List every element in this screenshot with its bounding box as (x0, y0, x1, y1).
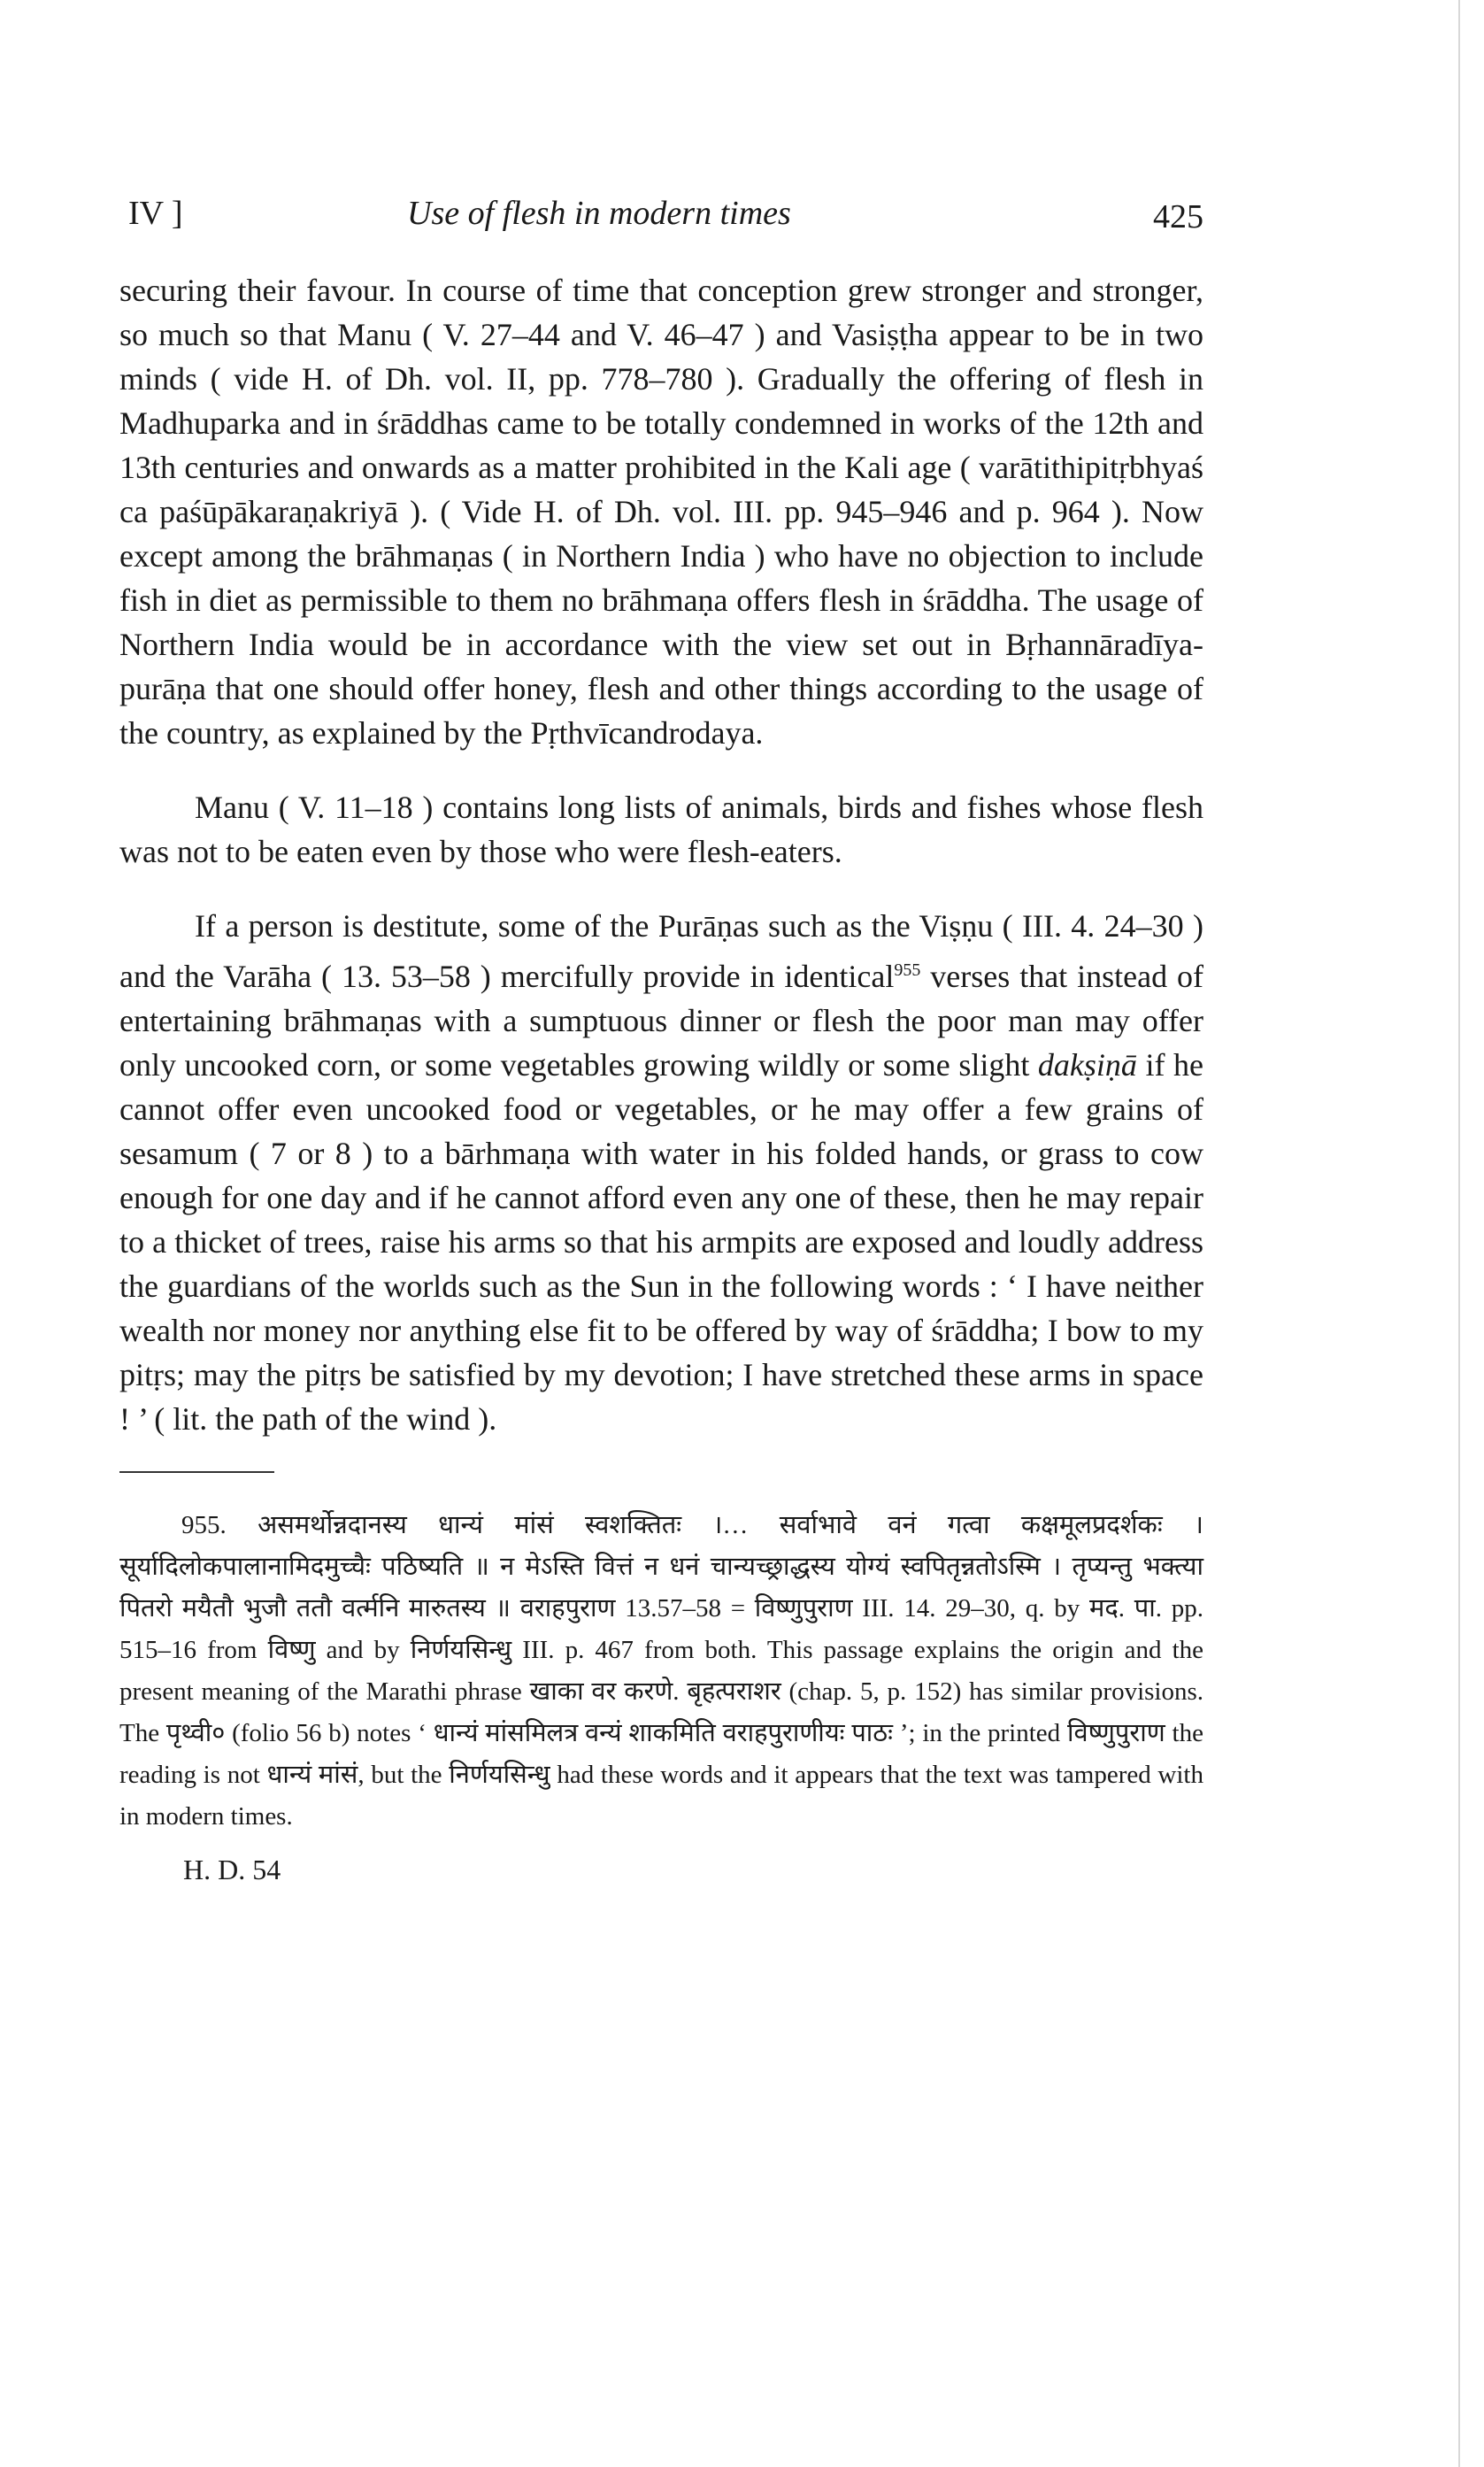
paragraph-3 (119, 904, 1203, 1441)
italic-term: dakṣiṇā (1037, 1047, 1137, 1083)
footnote-divider (119, 1471, 274, 1473)
scan-edge-line (1458, 0, 1460, 2467)
book-page (119, 181, 1203, 1886)
paragraph-2: Manu ( V. 11–18 ) contains long lists of animals, birds and fishes whose flesh was not to be eaten even by those who were flesh-eaters. (119, 790, 1203, 869)
main-text (119, 268, 1203, 1441)
footnote-number: 955. (181, 1511, 227, 1539)
footnote-text: असमर्थोन्नदानस्य धान्यं मांसं स्वशक्तितः ।… सर्वाभावे वनं गत्वा कक्षमूलप्रदर्शकः । सूर्यादिलोकपालानामिदमुच्चैः पठिष्यति ॥ न मेऽस्ति वित्तं न धनं चान्यच्छ्राद्धस्य योग्यं स्वपितृन्नतोऽस्मि । तृप्यन्तु भक्त्या पितरो मयैतौ भुजौ ततौ वर्त्मनि मारुतस्य ॥ वराहपुराण 13.57–58 = विष्णुपुराण III. 14. 29–30, q. by मद. पा. pp. 515–16 from विष्णु and by निर्णयसिन्धु III. p. 467 from both. This passage explains the origin and the present meaning of the Marathi phrase खाका वर करणे. बृहत्पराशर (chap. 5, p. 152) has similar provisions. The पृथ्वी० (folio 56 b) notes ‘ धान्यं मांसमिलत्र वन्यं शाकमिति वराहपुराणीयः पाठः ’; in the printed विष्णुपुराण the reading is not धान्यं मांसं, but the निर्णयसिन्धु had these words and it appears that the text was tampered with in modern times. (119, 1511, 1203, 1831)
footnote-reference: 955 (894, 960, 921, 980)
paragraph-3-middle: verses that instead of entertaining brāhmaṇas with a sumptuous dinner or flesh the poor man may offer only uncooked corn, or some vegetables growing wildly or some slight (119, 959, 1203, 1083)
paragraph-1: securing their favour. In course of time that conception grew stronger and stronger, so much so that Manu ( V. 27–44 and V. 46–47 ) and Vasiṣṭha appear to be in two minds ( vide H. of Dh. vol. II, pp. 778–780 ). Gradually the offering of flesh in Madhuparka and in śrāddhas came to be totally condemned in works of the 12th and 13th centuries and onwards as a matter prohibited in the Kali age ( varātithipitṛbhyaś ca paśūpākaraṇakriyā ). ( Vide H. of Dh. vol. III. pp. 945–946 and p. 964 ). Now except among the brāhmaṇas ( in Northern India ) who have no objection to include fish in diet as permissible to them no brāhmaṇa offers flesh in śrāddha. The usage of Northern India would be in accordance with the view set out in Bṛhannāradīya-purāṇa that one should offer honey, flesh and other things according to the usage of the country, as explained by the Pṛthvīcandrodaya. (119, 273, 1203, 751)
paragraph-3-end: if he cannot offer even uncooked food or vegetables, or he may offer a few grains of sesamum ( 7 or 8 ) to a bārhmaṇa with water in his folded hands, or grass to cow enough for one day and if he cannot afford even any one of these, then he may repair to a thicket of trees, raise his arms so that his armpits are exposed and loudly address the guardians of the worlds such as the Sun in the following words : ‘ I have neither wealth nor money nor anything else fit to be offered by way of śrāddha; I bow to my pitṛs; may the pitṛs be satisfied by my devotion; I have stretched these arms in space ! ’ ( lit. the path of the wind ). (119, 1047, 1203, 1437)
footnote (119, 1505, 1203, 1838)
paragraph-3-start: If a person is destitute, some of the Purāṇas such as the Viṣṇu ( III. 4. 24–30 ) and the Varāha ( 13. 53–58 ) mercifully provide in identical (119, 908, 1203, 994)
volume-marker: IV ] (128, 195, 183, 232)
page-header (119, 181, 1203, 243)
signature-mark: H. D. 54 (183, 1854, 281, 1885)
page-number: 425 (1153, 198, 1203, 235)
running-title: Use of flesh in modern times (407, 195, 791, 232)
